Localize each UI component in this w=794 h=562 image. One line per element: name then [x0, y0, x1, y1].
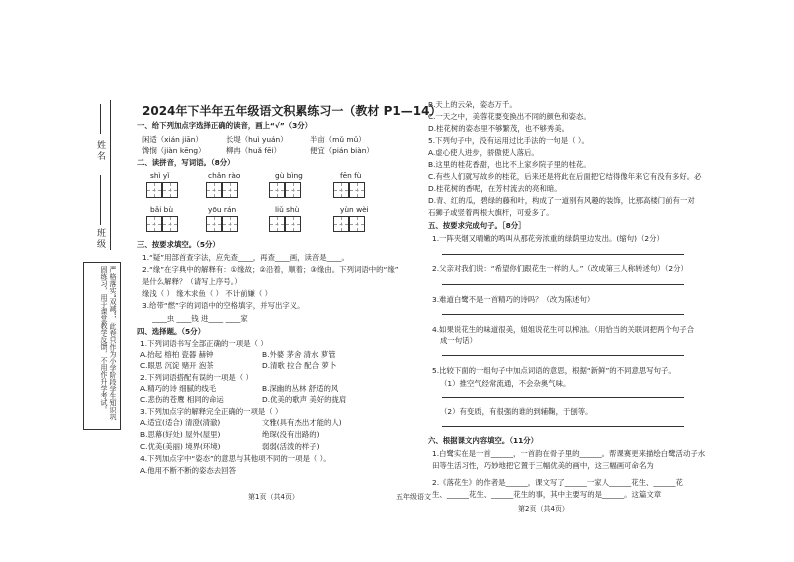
right-line: C.一天之中，美蓉花要变换出不同的颜色和姿态。	[428, 112, 591, 121]
q6-title: 六、根据课文内容填空。（11分）	[428, 436, 539, 445]
writing-box[interactable]	[222, 182, 238, 198]
right-line: B.这里的桂花香甜，也比不上家乡院子里的桂花。	[428, 160, 591, 169]
q3-title: 三、按要求填空。（5分）	[137, 240, 220, 249]
subject-label: 五年级语文	[396, 493, 431, 501]
q3-line: 2.“缘”在字典中的解释有：①缘故；②沿着，顺着；③缘由。下列词语中的“缘”	[142, 265, 399, 274]
q2-title: 二、读拼音，写词语。（8分）	[137, 158, 235, 167]
q3-line: 是什么解释？（请写上序号。）	[142, 277, 242, 286]
q6-line: 生、______花生、______花生的事，其中主要写的是______。这篇文章	[432, 490, 662, 499]
answer-line[interactable]	[442, 314, 684, 315]
class-line	[100, 175, 101, 225]
double-reduction-notice: 严格落实“双减”，此卷只作为小学阶段学生知识巩固练习，用于课堂教学反馈，不用作升学考试。	[83, 262, 121, 430]
pinyin-label: bǎi bù	[150, 205, 173, 214]
class-label: 班级	[95, 228, 105, 250]
q3-line: ____虫 ____钱 进____ ____家	[152, 314, 248, 323]
q4-option[interactable]: C.悲伤的苍鹰 相同的命运	[140, 395, 224, 404]
name-label: 姓名	[95, 140, 105, 162]
writing-box[interactable]	[269, 216, 285, 232]
q5-item: （1）推空气经常流通，不会杂奥气味。	[440, 379, 571, 388]
q5-item: 成一句话）	[440, 336, 477, 345]
q4-option[interactable]: C.优美(美丽) 境界(环境)	[140, 442, 221, 451]
writing-box[interactable]	[206, 182, 222, 198]
answer-line[interactable]	[442, 426, 684, 427]
q1-item: 半亩（mǔ mǔ）	[310, 135, 366, 144]
binding-line	[110, 100, 111, 250]
writing-box[interactable]	[285, 216, 301, 232]
writing-box[interactable]	[349, 216, 365, 232]
q5-item: 4.如果说花生的味道很美，姐姐说花生可以榨油。（用恰当的关联词把两个句子合	[432, 325, 695, 334]
q4-question: 3.下列加点字的解释完全正确的一项是（ ）	[140, 407, 283, 416]
q4-question: 2.下列词语搭配有误的一项是（ ）	[140, 373, 253, 382]
q1-item: 馋悯（jiàn kēng）	[142, 146, 206, 155]
writing-box[interactable]	[162, 182, 178, 198]
q4-option: 绝琛(没有出路的)	[262, 430, 320, 439]
page-number-right: 第2页（共4页）	[518, 505, 569, 513]
pinyin-label: fēn fù	[340, 171, 362, 180]
answer-line[interactable]	[442, 284, 684, 285]
q5-item: （2）有变质，有很强的谁的到辅鞠，于刨等。	[440, 407, 593, 416]
q4-option[interactable]: B.外婆 茅舍 清水 萝管	[262, 350, 336, 359]
writing-box[interactable]	[285, 182, 301, 198]
page-number-left: 第1页（共4页）	[248, 493, 299, 501]
q4-question: 4.下列加点字中“姿态”的意思与其他项不同的一项是（ ）。	[140, 454, 331, 463]
q4-option[interactable]: B.思幕(好处) 屋外(屋里)	[140, 430, 221, 439]
pinyin-label: shì yǐ	[150, 171, 170, 180]
pinyin-label: gù bìng	[275, 171, 303, 180]
right-line: A.虚心使人进步，骄傲使人落后。	[428, 148, 539, 157]
q4-option: 弱弱(活泼的样子)	[262, 442, 320, 451]
q3-line: 3.给带“燃”字的词语中的空格填字，并写出字义。	[142, 301, 305, 310]
writing-box[interactable]	[222, 216, 238, 232]
q6-line: 1.白鹭实在是一首______，一首韵在骨子里的______。帮课赛更来描绘白鹭活动子水	[432, 449, 706, 458]
answer-line[interactable]	[442, 254, 684, 255]
q5-title: 五、按要求完成句子。［8分］	[428, 221, 526, 230]
writing-box[interactable]	[146, 216, 162, 232]
writing-box[interactable]	[333, 216, 349, 232]
writing-box[interactable]	[333, 182, 349, 198]
writing-box[interactable]	[269, 182, 285, 198]
q1-item: 便宜（pián biàn）	[310, 146, 374, 155]
right-line: C.有些人们就写故乡的桂花，后来还是将此在后面把它结得像年来它有没有多好。必	[428, 172, 702, 181]
q4-option[interactable]: B.深幽的丛林 舒适的风	[262, 384, 339, 393]
q3-line: 缘浅（ ） 缘木求鱼（ ） 不计前嫌（ ）	[142, 289, 272, 298]
writing-box[interactable]	[206, 216, 222, 232]
q3-line: 1.“疑”用部首查字法，应先查____，再查____画，读音是____。	[142, 253, 349, 262]
q5-item: 3.难道白鹭不是一首精巧的诗吗？（改为陈述句）	[432, 295, 595, 304]
q1-item: 柳冉（huǎ fēi）	[226, 146, 282, 155]
right-line: D.桂花树的姿态里不够繁茂，也不够秀美。	[428, 124, 570, 133]
writing-box[interactable]	[162, 216, 178, 232]
q1-title: 一、给下列加点字选择正确的读音，画上“√”（3分）	[137, 121, 312, 130]
q1-item: 长堤（huì yuán）	[226, 135, 288, 144]
pinyin-label: yōu rán	[208, 205, 237, 214]
q6-line: 2.《落花生》的作者是______，课文写了______一家人______花生、______花	[432, 478, 683, 487]
q5-item: 5.比较下面的一组句子中加点词语的意思，根据“新鲜”的不同意思写句子。	[432, 366, 676, 375]
answer-line[interactable]	[442, 397, 684, 398]
pinyin-label: yùn wèi	[340, 205, 369, 214]
pinyin-label: chǎn rào	[208, 171, 241, 180]
right-line: 5.下列句子中，没有运用过比手法的一句是（ ）。	[428, 136, 589, 145]
q4-option[interactable]: A.抬起 榕柏 瓷器 赫钟	[140, 350, 214, 359]
right-line: D.青、红的瓜，碧绿的藤和叶，构成了一道别有风趣的装饰，比那高楼门前有一对	[428, 196, 695, 205]
writing-box[interactable]	[146, 182, 162, 198]
q1-item: 闲适（xián jiān）	[142, 135, 203, 144]
page-title: 2024年下半年五年级语文积累练习一（教材 P1—14）	[142, 104, 442, 118]
q5-item: 1.一阵夹烟又晴嫩的鸣叫从那花旁浓重的绿荫里边发出。(缩句)（2分）	[432, 234, 664, 243]
q4-option[interactable]: D.清歌 拉合 配合 萝卜	[262, 361, 337, 370]
right-line: D.桂花树的香呢，在芳村流去的亮和暗。	[428, 184, 562, 193]
q4-title: 四、选择题。（5分）	[137, 327, 205, 336]
q4-question: 1.下列词语书写全部正确的一项是（ ）	[140, 339, 268, 348]
q4-option: 文雅(具有杰出才能的人)	[262, 418, 342, 427]
pinyin-label: liǔ shù	[275, 205, 300, 214]
answer-line[interactable]	[442, 355, 684, 356]
q4-option[interactable]: A.他用不断不断的姿态去回答	[140, 466, 236, 475]
right-line: B.天上的云朵，姿态万千。	[428, 100, 517, 109]
q4-option[interactable]: C.眼思 沉淀 赌开 泡茶	[140, 361, 214, 370]
q4-option[interactable]: A.适宜(适合) 清澄(清澈)	[140, 418, 221, 427]
writing-box[interactable]	[349, 182, 365, 198]
q4-option[interactable]: A.精巧的诗 细腻的线毛	[140, 384, 217, 393]
q6-line: 田等生活习性，巧妙地把它置于三幅优美的画中，这三幅画可命名为	[432, 461, 654, 470]
name-line	[100, 104, 101, 134]
q4-option[interactable]: D.优美的歌声 美好的拢肩	[262, 395, 347, 404]
right-line: 石狮子或竖着两根大旗杆，可爱多了。	[428, 208, 554, 217]
q5-item: 2.父亲对我们说：“希望你们跟花生一样的人。”（改成第三人称转述句）（2分）	[432, 264, 688, 273]
